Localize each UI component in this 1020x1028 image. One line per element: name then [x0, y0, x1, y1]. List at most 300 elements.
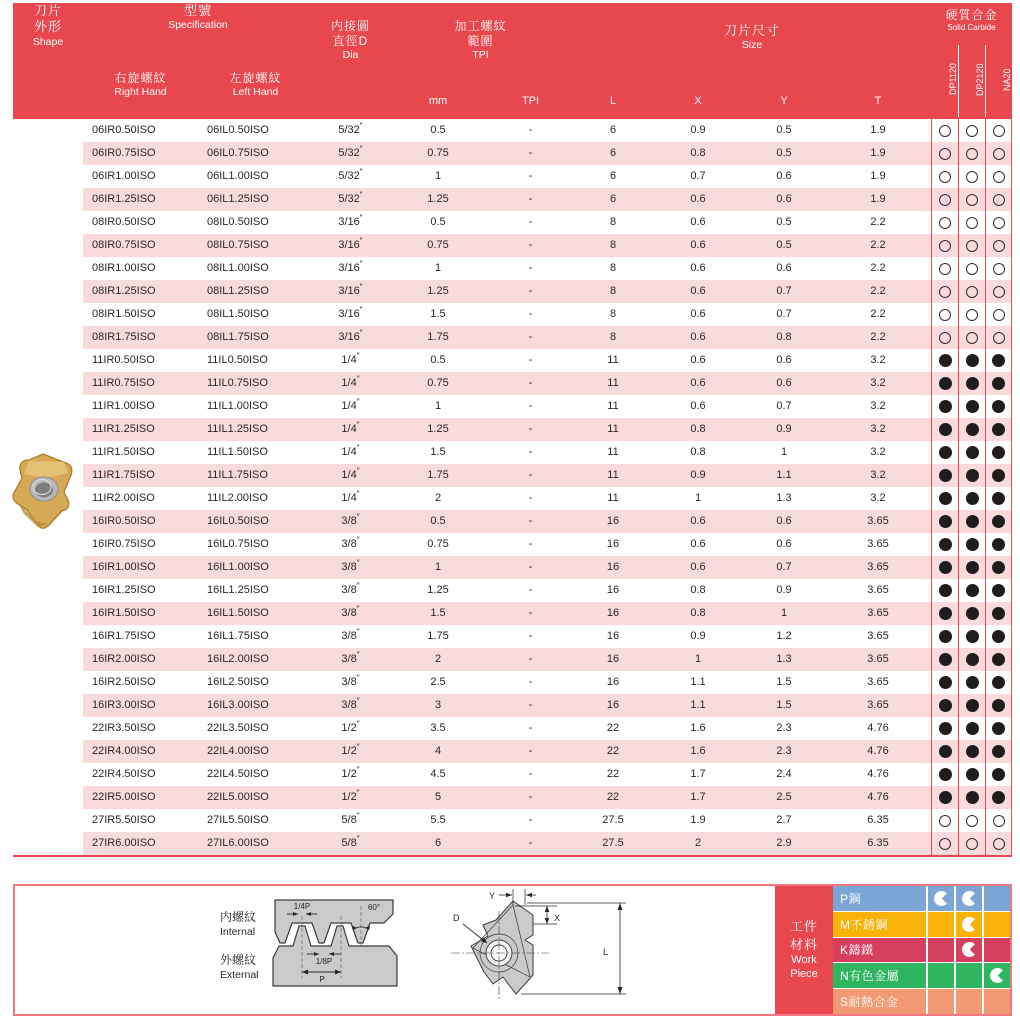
cell-left-hand: 08IL0.50ISO [207, 216, 269, 228]
carbide-mark-filled [966, 400, 979, 413]
cell-L: 6 [609, 170, 617, 182]
inch-mark: ″ [359, 190, 363, 200]
cell-mm: 1.75 [427, 630, 449, 642]
cell-grade-na20 [985, 142, 1012, 165]
cell-X: 0.9 [690, 124, 706, 136]
carbide-mark-filled [992, 400, 1005, 413]
cell-L: 11 [573, 464, 653, 487]
cell-X: 1 [653, 648, 743, 671]
carbide-mark-filled [966, 630, 979, 643]
carbide-mark-open [939, 309, 951, 321]
carbide-mark-filled [939, 538, 952, 551]
cell-tpi: - [528, 768, 533, 780]
cell-tpi: - [488, 372, 573, 395]
cell-grade-dp2120 [958, 533, 985, 556]
inch-mark: ″ [359, 121, 363, 131]
carbide-mark-filled [939, 400, 952, 413]
inch-mark: ″ [356, 420, 360, 430]
cell-grade-dp2120 [958, 648, 985, 671]
inch-mark: ″ [356, 696, 360, 706]
cell-shape [13, 579, 83, 602]
cell-dia: 3/8″ [313, 510, 388, 533]
table-row [13, 694, 1012, 717]
carbide-mark-filled [992, 630, 1005, 643]
cell-mm: 1.5 [430, 308, 446, 320]
cell-tpi: - [528, 814, 533, 826]
table-row [13, 625, 1012, 648]
cell-right-hand: 16IR0.50ISO [83, 510, 198, 533]
cell-L: 16 [573, 648, 653, 671]
cell-grade-dp1120 [931, 441, 958, 464]
cell-Y: 2.3 [743, 740, 825, 763]
cell-Y: 1.5 [743, 694, 825, 717]
carbide-mark-open [993, 240, 1005, 252]
cell-mm: 4 [388, 740, 488, 763]
cell-dia: 5/32″ [313, 188, 388, 211]
carbide-mark-filled [966, 607, 979, 620]
cell-Y: 0.7 [776, 400, 792, 412]
cell-left-hand: 16IL0.50ISO [198, 510, 313, 533]
cell-T: 3.2 [825, 418, 931, 441]
carbide-mark-open [993, 217, 1005, 229]
carbide-mark-filled [992, 492, 1005, 505]
cell-X: 0.9 [690, 630, 706, 642]
inch-mark: ″ [359, 236, 363, 246]
table-row [13, 832, 1012, 855]
cell-right-hand: 27IR6.00ISO [83, 832, 198, 855]
cell-grade-na20 [985, 188, 1012, 211]
carbide-mark-filled [992, 607, 1005, 620]
carbide-mark-open [993, 171, 1005, 183]
carbide-mark-open [939, 125, 951, 137]
cell-shape [13, 349, 83, 372]
inch-mark: ″ [356, 811, 360, 821]
cell-grade-na20 [985, 372, 1012, 395]
carbide-mark-open [939, 815, 951, 827]
material-grade-cell [926, 912, 954, 937]
cell-right-hand: 08IR1.00ISO [92, 262, 156, 274]
cell-mm: 2 [388, 648, 488, 671]
cell-mm: 1.75 [388, 326, 488, 349]
angle-60-label: 60° [367, 903, 381, 912]
table-row [13, 372, 1012, 395]
thread-profile-diagram [267, 898, 407, 990]
cell-X: 2 [653, 832, 743, 855]
cell-T: 2.2 [870, 262, 886, 274]
cell-X: 0.6 [653, 372, 743, 395]
cell-shape [13, 326, 83, 349]
cell-dia: 3/16″ [313, 326, 388, 349]
cell-shape [13, 165, 83, 188]
cell-Y: 2.7 [776, 814, 792, 826]
inch-mark: ″ [356, 489, 360, 499]
carbide-mark-open [966, 217, 978, 229]
cell-grade-dp2120 [958, 464, 985, 487]
cell-grade-na20 [985, 418, 1012, 441]
cell-L: 22 [606, 722, 620, 734]
cell-left-hand: 16IL2.00ISO [198, 648, 313, 671]
material-grade-cell [926, 938, 954, 963]
cell-grade-na20 [985, 165, 1012, 188]
carbide-mark-open [966, 240, 978, 252]
col-header-solid-carbide: 硬質合金 Solid Carbide [945, 8, 998, 32]
cell-tpi: - [528, 400, 533, 412]
table-row [13, 142, 1012, 165]
cell-left-hand: 22IL4.00ISO [198, 740, 313, 763]
cell-L: 11 [607, 446, 619, 458]
cell-shape [13, 832, 83, 855]
table-row [13, 234, 1012, 257]
carbide-mark-filled [939, 745, 952, 758]
y-label: Y [489, 891, 496, 901]
table-bottom-rule [13, 855, 1012, 857]
cell-Y: 1.5 [776, 676, 792, 688]
cell-shape [13, 395, 83, 418]
cell-mm: 1.5 [430, 446, 446, 458]
cell-L: 8 [573, 280, 653, 303]
d-label: D [453, 913, 460, 923]
cell-grade-dp2120 [958, 441, 985, 464]
carbide-mark-open [993, 263, 1005, 275]
cell-grade-na20 [985, 671, 1012, 694]
cell-right-hand: 06IR1.00ISO [92, 170, 156, 182]
cell-L: 22 [573, 786, 653, 809]
cell-T: 6.35 [825, 832, 931, 855]
cell-L: 22 [573, 740, 653, 763]
material-label: P鋼 [840, 891, 862, 906]
cell-grade-dp2120 [958, 694, 985, 717]
cell-shape [13, 234, 83, 257]
spec-table [13, 3, 1012, 857]
cell-L: 11 [607, 354, 619, 366]
cell-grade-na20 [985, 809, 1012, 832]
cell-tpi: - [528, 722, 533, 734]
cell-right-hand: 06IR0.50ISO [92, 124, 156, 136]
cell-Y: 0.6 [776, 354, 792, 366]
cell-grade-dp2120 [958, 280, 985, 303]
cell-right-hand: 16IR2.00ISO [83, 648, 198, 671]
cell-grade-dp1120 [931, 188, 958, 211]
cell-dia: 1/4″ [313, 464, 388, 487]
cell-X: 0.6 [690, 262, 706, 274]
cell-grade-dp1120 [931, 211, 958, 234]
cell-grade-dp2120 [958, 579, 985, 602]
cell-grade-dp2120 [958, 257, 985, 280]
cell-tpi: - [488, 234, 573, 257]
table-row [13, 211, 1012, 234]
cell-grade-na20 [985, 487, 1012, 510]
table-row [13, 441, 1012, 464]
cell-mm: 1 [388, 556, 488, 579]
cell-shape [13, 211, 83, 234]
col-header-T: T [874, 95, 882, 107]
cell-grade-na20 [985, 579, 1012, 602]
internal-thread-label: 内螺紋 Internal [220, 910, 257, 938]
col-header-left-hand: 左旋螺紋 Left Hand [229, 71, 282, 98]
col-header-dia: 内接圓 直徑D Dia [330, 19, 370, 61]
cell-grade-dp2120 [958, 211, 985, 234]
cell-Y: 0.6 [776, 538, 792, 550]
cell-grade-dp1120 [931, 303, 958, 326]
cell-Y: 0.9 [776, 584, 792, 596]
carbide-mark-filled [939, 469, 952, 482]
cell-X: 0.8 [690, 584, 706, 596]
table-row [13, 786, 1012, 809]
cell-dia: 1/2″ [341, 719, 360, 734]
carbide-mark-filled [992, 722, 1005, 735]
cell-L: 6 [609, 124, 617, 136]
material-label: S耐熱合金 [840, 995, 899, 1010]
footer-diagram-box [13, 884, 1012, 1016]
cell-T: 1.9 [825, 142, 931, 165]
cell-mm: 0.5 [430, 354, 446, 366]
cell-mm: 2 [434, 492, 442, 504]
cell-Y: 1 [743, 602, 825, 625]
cell-Y: 0.5 [776, 216, 792, 228]
cell-right-hand: 11IR1.75ISO [83, 464, 198, 487]
material-row [833, 989, 1010, 1014]
cell-grade-na20 [985, 326, 1012, 349]
carbide-mark-filled [966, 377, 979, 390]
cell-left-hand: 16IL1.75ISO [207, 630, 269, 642]
cell-L: 16 [606, 538, 620, 550]
cell-T: 1.9 [870, 124, 886, 136]
cell-L: 11 [607, 400, 619, 412]
cell-L: 16 [573, 556, 653, 579]
cell-grade-na20 [985, 510, 1012, 533]
cell-L: 8 [573, 234, 653, 257]
cell-right-hand: 08IR0.50ISO [92, 216, 156, 228]
cell-L: 16 [573, 510, 653, 533]
cell-right-hand: 08IR0.75ISO [83, 234, 198, 257]
cell-T: 3.65 [825, 648, 931, 671]
cell-left-hand: 06IL0.50ISO [207, 124, 269, 136]
cell-Y: 2.4 [776, 768, 792, 780]
inch-mark: ″ [356, 397, 360, 407]
cell-grade-dp1120 [931, 395, 958, 418]
cell-left-hand: 16IL3.00ISO [198, 694, 313, 717]
cell-T: 3.2 [870, 492, 886, 504]
inch-mark: ″ [356, 512, 360, 522]
cell-mm: 1.5 [388, 602, 488, 625]
carbide-mark-open [993, 125, 1005, 137]
cell-mm: 0.75 [388, 142, 488, 165]
carbide-mark-open [966, 148, 978, 160]
pitch-p-label: P [319, 975, 325, 984]
cell-X: 1.1 [690, 676, 706, 688]
inch-mark: ″ [356, 374, 360, 384]
col-header-tpi: TPI [521, 95, 540, 107]
carbide-mark-filled [992, 354, 1005, 367]
cell-grade-dp1120 [931, 119, 958, 142]
cell-grade-dp1120 [931, 349, 958, 372]
insert-dimension-diagram [433, 887, 683, 1013]
carbide-mark-open [966, 286, 978, 298]
cell-T: 3.65 [825, 510, 931, 533]
cell-Y: 1.3 [743, 648, 825, 671]
cell-mm: 0.5 [430, 124, 446, 136]
inch-mark: ″ [356, 788, 360, 798]
cell-dia: 3/16″ [338, 259, 363, 274]
carbide-mark-filled [992, 446, 1005, 459]
cell-grade-dp1120 [931, 786, 958, 809]
cell-tpi: - [488, 694, 573, 717]
cell-shape [13, 119, 83, 142]
cell-tpi: - [528, 308, 533, 320]
carbide-mark-filled [939, 791, 952, 804]
material-grade-cell [982, 912, 1010, 937]
carbide-mark-open [939, 148, 951, 160]
cell-tpi: - [488, 326, 573, 349]
cell-right-hand: 06IR0.75ISO [83, 142, 198, 165]
cell-T: 3.65 [867, 676, 889, 688]
table-row [13, 418, 1012, 441]
carbide-mark-open [966, 332, 978, 344]
cell-right-hand: 22IR3.50ISO [92, 722, 156, 734]
inch-mark: ″ [356, 604, 360, 614]
cell-grade-dp2120 [958, 602, 985, 625]
cell-T: 2.2 [870, 216, 886, 228]
cell-mm: 1 [434, 400, 442, 412]
cell-grade-dp2120 [958, 763, 985, 786]
cell-tpi: - [528, 584, 533, 596]
table-row [13, 464, 1012, 487]
cell-left-hand: 11IL1.00ISO [207, 400, 268, 412]
cell-grade-dp1120 [931, 832, 958, 855]
cell-tpi: - [528, 676, 533, 688]
cell-tpi: - [488, 418, 573, 441]
carbide-mark-open [939, 286, 951, 298]
carbide-mark-filled [992, 699, 1005, 712]
cell-left-hand: 11IL1.75ISO [198, 464, 313, 487]
cell-X: 0.6 [653, 556, 743, 579]
cell-T: 2.2 [825, 326, 931, 349]
cell-X: 0.9 [653, 464, 743, 487]
cell-right-hand: 27IR5.50ISO [92, 814, 156, 826]
material-grade-cell [954, 938, 982, 963]
cell-dia: 5/8″ [313, 832, 388, 855]
suitability-mark-icon [990, 968, 1005, 983]
carbide-mark-filled [992, 469, 1005, 482]
cell-right-hand: 11IR0.50ISO [92, 354, 155, 366]
cell-right-hand: 11IR1.50ISO [92, 446, 155, 458]
col-header-Y: Y [780, 95, 788, 107]
table-row [13, 556, 1012, 579]
cell-left-hand: 16IL1.50ISO [198, 602, 313, 625]
cell-L: 22 [606, 768, 620, 780]
carbide-mark-open [939, 217, 951, 229]
carbide-mark-filled [939, 722, 952, 735]
cell-right-hand: 16IR1.00ISO [83, 556, 198, 579]
cell-tpi: - [488, 832, 573, 855]
cell-mm: 3.5 [430, 722, 446, 734]
inch-mark: ″ [356, 351, 360, 361]
cell-mm: 3 [388, 694, 488, 717]
carbide-mark-filled [966, 561, 979, 574]
cell-dia: 1/4″ [341, 443, 360, 458]
cell-T: 6.35 [867, 814, 889, 826]
cell-L: 8 [609, 308, 617, 320]
cell-X: 0.7 [690, 170, 706, 182]
cell-tpi: - [528, 124, 533, 136]
carbide-mark-filled [992, 791, 1005, 804]
material-row [833, 963, 1010, 988]
carbide-mark-filled [992, 584, 1005, 597]
cell-T: 3.65 [867, 584, 889, 596]
cell-mm: 5 [388, 786, 488, 809]
cell-grade-dp1120 [931, 579, 958, 602]
carbide-mark-filled [966, 722, 979, 735]
carbide-mark-filled [939, 653, 952, 666]
cell-grade-dp1120 [931, 372, 958, 395]
table-row [13, 188, 1012, 211]
cell-shape [13, 671, 83, 694]
cell-grade-dp2120 [958, 786, 985, 809]
cell-shape [13, 740, 83, 763]
cell-mm: 1.25 [388, 280, 488, 303]
cell-grade-dp2120 [958, 303, 985, 326]
cell-T: 2.2 [825, 234, 931, 257]
cell-grade-dp2120 [958, 717, 985, 740]
carbide-mark-filled [966, 354, 979, 367]
carbide-mark-filled [992, 768, 1005, 781]
cell-X: 0.8 [653, 418, 743, 441]
material-grade-cell [982, 963, 1010, 988]
cell-grade-dp2120 [958, 349, 985, 372]
col-header-size: 刀片尺寸 Size [723, 23, 780, 52]
carbide-mark-open [966, 815, 978, 827]
table-row [13, 165, 1012, 188]
inch-mark: ″ [356, 765, 360, 775]
carbide-mark-filled [966, 745, 979, 758]
cell-left-hand: 11IL1.25ISO [198, 418, 313, 441]
inch-mark: ″ [356, 627, 360, 637]
cell-grade-dp1120 [931, 326, 958, 349]
cell-right-hand: 08IR1.25ISO [83, 280, 198, 303]
carbide-mark-open [993, 309, 1005, 321]
cell-X: 1.7 [690, 768, 706, 780]
inch-mark: ″ [356, 834, 360, 844]
l-label: L [603, 947, 609, 957]
cell-shape [13, 142, 83, 165]
cell-grade-dp1120 [931, 648, 958, 671]
carbide-mark-open [993, 194, 1005, 206]
carbide-mark-filled [939, 630, 952, 643]
inch-mark: ″ [359, 167, 363, 177]
cell-grade-dp2120 [958, 556, 985, 579]
cell-right-hand: 16IR2.50ISO [92, 676, 156, 688]
col-header-X: X [694, 95, 702, 107]
cell-grade-dp1120 [931, 257, 958, 280]
table-row [13, 533, 1012, 556]
inch-mark: ″ [356, 673, 360, 683]
suitability-mark-icon [962, 942, 977, 957]
cell-tpi: - [528, 262, 533, 274]
cell-grade-dp1120 [931, 602, 958, 625]
cell-grade-dp2120 [958, 372, 985, 395]
cell-mm: 0.75 [427, 538, 449, 550]
carbide-mark-open [939, 332, 951, 344]
carbide-grade-headers [931, 45, 1012, 117]
table-row [13, 395, 1012, 418]
cell-grade-dp1120 [931, 142, 958, 165]
cell-grade-na20 [985, 119, 1012, 142]
cell-L: 11 [573, 418, 653, 441]
cell-Y: 0.6 [743, 188, 825, 211]
inch-mark: ″ [359, 282, 363, 292]
carbide-mark-filled [992, 538, 1005, 551]
cell-L: 11 [607, 492, 619, 504]
